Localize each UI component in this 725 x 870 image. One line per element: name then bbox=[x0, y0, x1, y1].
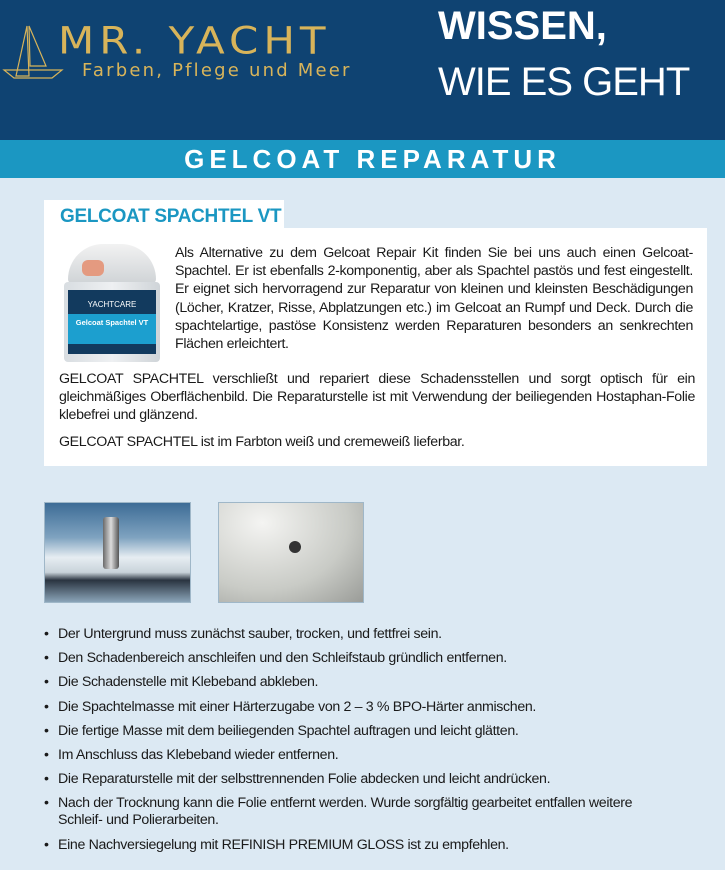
slogan-line-1: WISSEN, bbox=[438, 4, 607, 48]
product-description-2: GELCOAT SPACHTEL verschließt und repariert diese Schadensstellen und sorgt optisch für ein gleichmäßiges Oberflächenbild. Die Reparaturstelle ist mit Verwendung der beiliegenden Hostaphan-Folie klebefrei und glänzend. bbox=[59, 371, 695, 424]
slogan-line-2: WIE ES GEHT bbox=[438, 60, 690, 104]
repair-photo-1 bbox=[44, 502, 191, 603]
logo-subtitle: Farben, Pflege und Meer bbox=[82, 60, 352, 81]
can-brand: YACHTCARE bbox=[87, 300, 137, 309]
step-item: • Der Untergrund muss zunächst sauber, trocken, und fettfrei sein. bbox=[44, 626, 694, 643]
section-title: GELCOAT REPARATUR bbox=[0, 140, 725, 178]
steps-list bbox=[44, 626, 694, 861]
step-item: • Die Reparaturstelle mit der selbsttrennenden Folie abdecken und leicht andrücken. bbox=[44, 771, 694, 788]
step-item: • Eine Nachversiegelung mit REFINISH PREMIUM GLOSS ist zu empfehlen. bbox=[44, 837, 694, 854]
step-item: • Im Anschluss das Klebeband wieder entfernen. bbox=[44, 747, 694, 764]
step-item: • Den Schadenbereich anschleifen und den Schleifstaub gründlich entfernen. bbox=[44, 650, 694, 667]
product-can-image bbox=[62, 244, 162, 362]
can-label: Gelcoat Spachtel VT bbox=[75, 318, 149, 327]
step-item: • Die Spachtelmasse mit einer Härterzugabe von 2 – 3 % BPO-Härter anmischen. bbox=[44, 699, 694, 716]
step-item: • Die Schadenstelle mit Klebeband abkleben. bbox=[44, 674, 694, 691]
step-item: • Die fertige Masse mit dem beiliegenden Spachtel auftragen und leicht glätten. bbox=[44, 723, 694, 740]
step-item: • Nach der Trocknung kann die Folie entfernt werden. Wurde sorgfältig gearbeitet entfallen weitere Schleif- und Polierarbeiten. bbox=[44, 795, 654, 829]
product-description-1: Als Alternative zu dem Gelcoat Repair Kit finden Sie bei uns auch einen Gelcoat-Spachtel. Er ist ebenfalls 2-komponentig, aber als Spachtel pastös und fest eingestellt. Er eignet sich hervorragend zur Reparatur von kleinen und kleinsten Beschädigungen (Löcher, Kratzer, Risse, Abplatzungen etc.) im Gelcoat an Rumpf und Deck. Durch die spachtelartige, pastöse Konsistenz werden Reparaturen besonders an senkrechten Flächen erleichtert. bbox=[175, 245, 693, 353]
product-box bbox=[44, 228, 707, 466]
product-description-3: GELCOAT SPACHTEL ist im Farbton weiß und cremeweiß lieferbar. bbox=[59, 434, 465, 450]
logo-title: MR. YACHT bbox=[58, 18, 331, 63]
repair-photo-2 bbox=[218, 502, 364, 603]
sailboat-logo-icon bbox=[2, 24, 64, 80]
header bbox=[0, 0, 725, 140]
product-title: GELCOAT SPACHTEL VT bbox=[44, 200, 284, 230]
